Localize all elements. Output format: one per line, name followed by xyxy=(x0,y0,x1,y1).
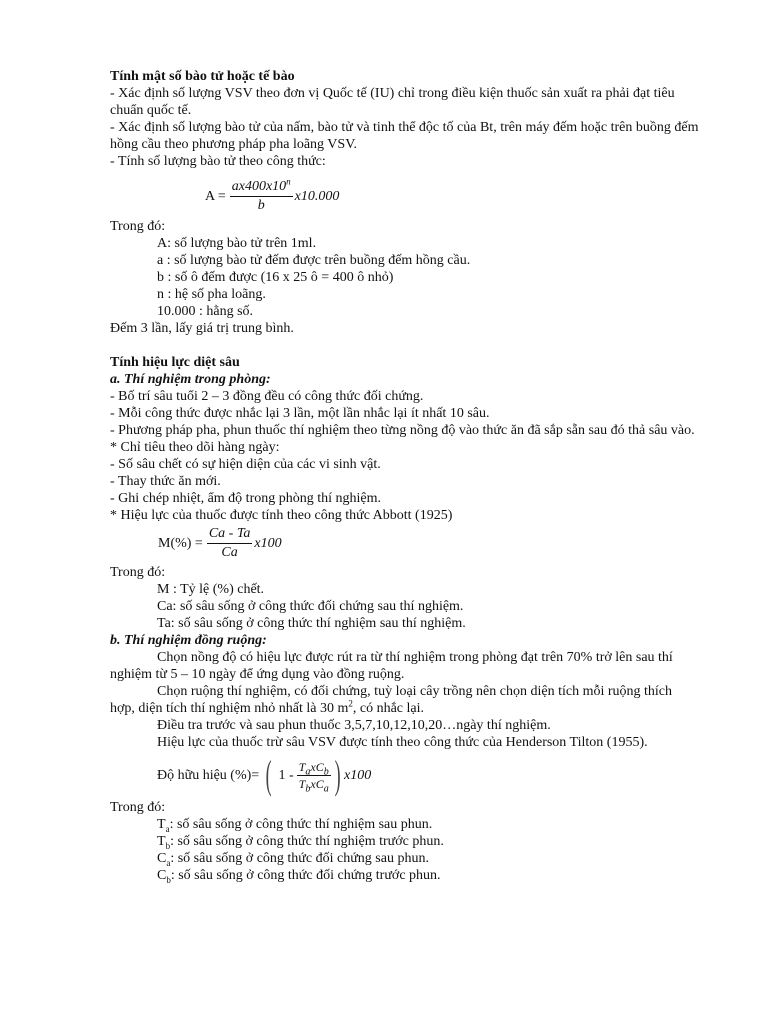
formula-tail: x100 xyxy=(254,536,282,551)
left-paren: ( xyxy=(265,752,272,797)
paragraph: - Thay thức ăn mới. xyxy=(110,474,221,489)
paragraph: Đếm 3 lần, lấy giá trị trung bình. xyxy=(110,321,294,336)
paragraph: Điều tra trước và sau phun thuốc 3,5,7,10,12,10,20…ngày thí nghiệm. xyxy=(157,718,551,733)
definition-item: Ta: số sâu sống ở công thức thí nghiệm sau thí nghiệm. xyxy=(157,616,466,631)
subscript: a xyxy=(323,782,329,794)
formula-lhs: M(%) = xyxy=(158,536,203,551)
paragraph: Chọn nồng độ có hiệu lực được rút ra từ thí nghiệm trong phòng đạt trên 70% trở lên sau thí nghiệm từ 5 – 10 ngày để ứng dụng vào đồng ruộng. xyxy=(110,650,673,682)
formula-exponent: n xyxy=(286,176,291,187)
symbol: T xyxy=(157,817,166,832)
right-paren: ) xyxy=(334,752,341,797)
subscript: a xyxy=(305,765,311,777)
subscript: b xyxy=(323,765,329,777)
subscript: b xyxy=(165,840,171,851)
paragraph: - Tính số lượng bào tử theo công thức: xyxy=(110,154,326,169)
symbol-C: C xyxy=(315,776,324,791)
formula-abbott xyxy=(110,524,700,564)
where-label: Trong đó: xyxy=(110,800,166,815)
definition-text: : số sâu sống ở công thức đối chứng trước phun. xyxy=(170,868,441,883)
subscript: a xyxy=(166,857,171,868)
where-label: Trong đó: xyxy=(110,219,166,234)
paragraph: - Bố trí sâu tuổi 2 – 3 đồng đều có công thức đối chứng. xyxy=(110,389,424,404)
definition-item: b : số ô đếm được (16 x 25 ô = 400 ô nhỏ) xyxy=(157,270,394,285)
paragraph-text: , có nhắc lại. xyxy=(352,701,425,716)
symbol-T: T xyxy=(298,776,306,791)
document-page xyxy=(110,68,700,884)
paragraph: - Mỗi công thức được nhắc lại 3 lần, một lần nhắc lại ít nhất 10 sâu. xyxy=(110,406,490,421)
definition-item xyxy=(110,850,700,867)
formula-lhs: A = xyxy=(205,189,226,204)
symbol: C xyxy=(157,851,167,866)
subscript: b xyxy=(305,782,311,794)
paragraph: - Xác định số lượng VSV theo đơn vị Quốc tế (IU) chỉ trong điều kiện thuốc sản xuất ra phải đạt tiêu chuẩn quốc tế. xyxy=(110,86,675,118)
formula-fraction xyxy=(207,525,253,562)
paragraph: - Phương pháp pha, phun thuốc thí nghiệm theo từng nồng độ vào thức ăn đã sắp sẵn sau đó thả sâu vào. xyxy=(110,423,695,438)
formula-henderson-tilton xyxy=(110,751,700,799)
paragraph: * Chỉ tiêu theo dõi hàng ngày: xyxy=(110,440,280,455)
paragraph xyxy=(110,683,700,717)
formula-numerator: Ca - Ta xyxy=(207,525,253,544)
paragraph: - Ghi chép nhiệt, ẩm độ trong phòng thí nghiệm. xyxy=(110,491,382,506)
definition-item: A: số lượng bào tử trên 1ml. xyxy=(157,236,317,251)
symbol-T: T xyxy=(298,759,306,774)
paragraph: - Số sâu chết có sự hiện diện của các vi sinh vật. xyxy=(110,457,381,472)
formula-fraction xyxy=(230,178,293,215)
definition-item: 10.000 : hằng số. xyxy=(157,304,254,319)
where-label: Trong đó: xyxy=(110,565,166,580)
times-sign: x xyxy=(310,759,316,774)
formula-spore-count xyxy=(110,170,700,218)
definition-item: Ca: số sâu sống ở công thức đối chứng sau thí nghiệm. xyxy=(157,599,464,614)
definition-text: : số sâu sống ở công thức thí nghiệm sau phun. xyxy=(169,817,433,832)
definition-item: a : số lượng bào tử đếm được trên buồng đếm hồng cầu. xyxy=(157,253,471,268)
symbol: C xyxy=(157,868,167,883)
definition-item xyxy=(110,833,700,850)
definition-item xyxy=(110,816,700,833)
symbol: T xyxy=(157,834,166,849)
formula-tail: x100 xyxy=(344,767,372,783)
paragraph: * Hiệu lực của thuốc được tính theo công thức Abbott (1925) xyxy=(110,508,453,523)
formula-denominator: b xyxy=(257,198,265,213)
definition-item xyxy=(110,867,700,884)
formula-one-minus: 1 - xyxy=(278,767,294,783)
definition-item: M : Tỷ lệ (%) chết. xyxy=(157,582,265,597)
times-sign: x xyxy=(310,776,316,791)
area-exponent: 2 xyxy=(348,698,353,709)
formula-fraction xyxy=(297,759,331,792)
paragraph-text: Chọn ruộng thí nghiệm, có đối chứng, tuỳ loại cây trồng nên chọn diện tích mỗi ruộng thích hợp, diện tích thí nghiệm nhỏ nhất là 30 m xyxy=(110,684,672,716)
formula-lhs: Độ hữu hiệu (%)= xyxy=(157,767,260,783)
symbol-C: C xyxy=(315,759,324,774)
subscript: a xyxy=(165,823,170,834)
paragraph: - Xác định số lượng bào tử của nấm, bào tử và tinh thể độc tố của Bt, trên máy đếm hoặc trên buồng đếm hồng cầu theo phương pháp pha loãng VSV. xyxy=(110,120,699,152)
formula-denominator: Ca xyxy=(221,545,238,560)
definition-text: : số sâu sống ở công thức đối chứng sau phun. xyxy=(170,851,429,866)
section-title: Tính mật số bào tử hoặc tế bào xyxy=(110,69,295,84)
formula-numerator: ax400x10 xyxy=(231,179,287,194)
subscript: b xyxy=(166,874,171,885)
subsection-title: a. Thí nghiệm trong phòng: xyxy=(110,372,271,387)
definition-item: n : hệ số pha loãng. xyxy=(157,287,266,302)
spacer xyxy=(110,337,700,354)
formula-tail: x10.000 xyxy=(294,189,340,204)
definition-text: : số sâu sống ở công thức thí nghiệm trước phun. xyxy=(170,834,444,849)
paragraph: Hiệu lực của thuốc trừ sâu VSV được tính theo công thức của Henderson Tilton (1955). xyxy=(157,735,648,750)
section-title: Tính hiệu lực diệt sâu xyxy=(110,355,240,370)
subsection-title: b. Thí nghiệm đồng ruộng: xyxy=(110,633,267,648)
